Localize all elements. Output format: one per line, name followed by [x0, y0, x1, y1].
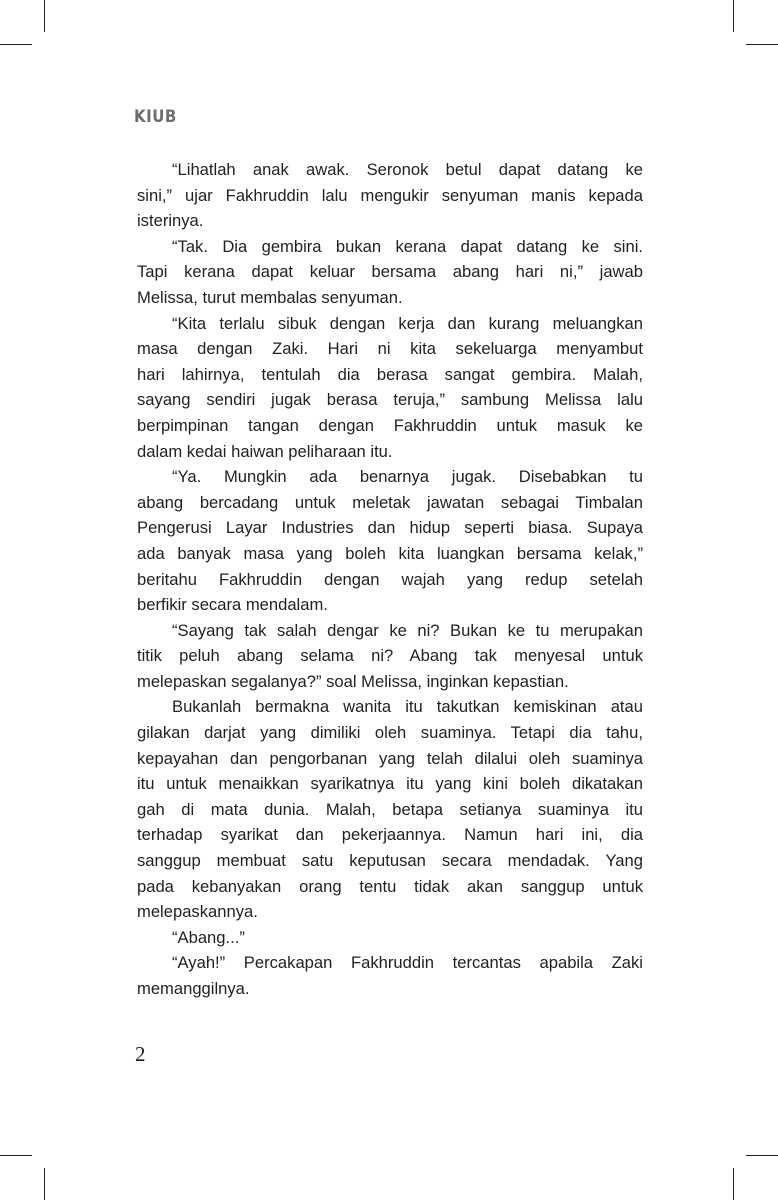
text-line: Tapi kerana dapat keluar bersama abang hari ni,” jawab [137, 262, 643, 282]
text-line: sanggup membuat satu keputusan secara mendadak. Yang [137, 851, 643, 871]
text-line: gilakan darjat yang dimiliki oleh suaminya. Tetapi dia tahu, [137, 723, 643, 743]
crop-mark-bottom-left-horizontal [0, 1155, 32, 1156]
crop-mark-top-right-vertical [733, 0, 734, 32]
text-line: gah di mata dunia. Malah, betapa setianya suaminya itu [137, 799, 643, 819]
text-line: beritahu Fakhruddin dengan wajah yang redup setelah [137, 569, 643, 589]
text-line: “Sayang tak salah dengar ke ni? Bukan ke tu merupakan [172, 620, 643, 640]
text-line: “Lihatlah anak awak. Seronok betul dapat datang ke [172, 160, 643, 179]
text-line: titik peluh abang selama ni? Abang tak menyesal untuk [137, 646, 643, 666]
text-line: memanggilnya. [137, 979, 250, 998]
text-line: kepayahan dan pengorbanan yang telah dilalui oleh suaminya [137, 748, 643, 768]
crop-mark-top-left-vertical [44, 0, 45, 32]
text-line: melepaskannya. [137, 902, 258, 922]
text-line: “Tak. Dia gembira bukan kerana dapat datang ke sini. [172, 236, 643, 256]
text-line: terhadap syarikat dan pekerjaannya. Namun hari ini, dia [137, 825, 643, 845]
crop-mark-bottom-left-vertical [44, 1168, 45, 1200]
text-line: Melissa, turut membalas senyuman. [137, 287, 403, 307]
running-header: KIUB [134, 106, 177, 127]
body-text [137, 157, 643, 1002]
text-line: isterinya. [137, 211, 204, 231]
text-line: Pengerusi Layar Industries dan hidup seperti biasa. Supaya [137, 518, 643, 538]
crop-mark-bottom-right-horizontal [746, 1155, 778, 1156]
text-line: abang bercadang untuk meletak jawatan sebagai Timbalan [137, 492, 643, 512]
text-line: melepaskan segalanya?” soal Melissa, inginkan kepastian. [137, 671, 569, 691]
text-line: masa dengan Zaki. Hari ni kita sekeluarga menyambut [137, 339, 643, 359]
text-line: sayang sendiri jugak berasa teruja,” sambung Melissa lalu [137, 390, 643, 410]
text-line: pada kebanyakan orang tentu tidak akan sanggup untuk [137, 876, 643, 896]
text-line: Bukanlah bermakna wanita itu takutkan kemiskinan atau [172, 697, 643, 717]
text-line: “Ayah!” Percakapan Fakhruddin tercantas apabila Zaki [172, 953, 643, 973]
text-line: “Ya. Mungkin ada benarnya jugak. Disebabkan tu [172, 467, 643, 487]
text-line: “Abang...” [172, 927, 245, 947]
crop-mark-top-right-horizontal [746, 44, 778, 45]
text-line: sini,” ujar Fakhruddin lalu mengukir senyuman manis kepada [137, 185, 643, 205]
text-line: dalam kedai haiwan peliharaan itu. [137, 441, 393, 461]
text-line: ada banyak masa yang boleh kita luangkan bersama kelak,” [137, 543, 643, 563]
text-line: berpimpinan tangan dengan Fakhruddin untuk masuk ke [137, 415, 643, 435]
text-line: hari lahirnya, tentulah dia berasa sangat gembira. Malah, [137, 364, 643, 384]
text-line: itu untuk menaikkan syarikatnya itu yang kini boleh dikatakan [137, 774, 643, 794]
crop-mark-top-left-horizontal [0, 44, 32, 45]
text-line: “Kita terlalu sibuk dengan kerja dan kurang meluangkan [172, 313, 643, 333]
page-number: 2 [135, 1042, 146, 1066]
text-line: berfikir secara mendalam. [137, 595, 328, 615]
crop-mark-bottom-right-vertical [733, 1168, 734, 1200]
